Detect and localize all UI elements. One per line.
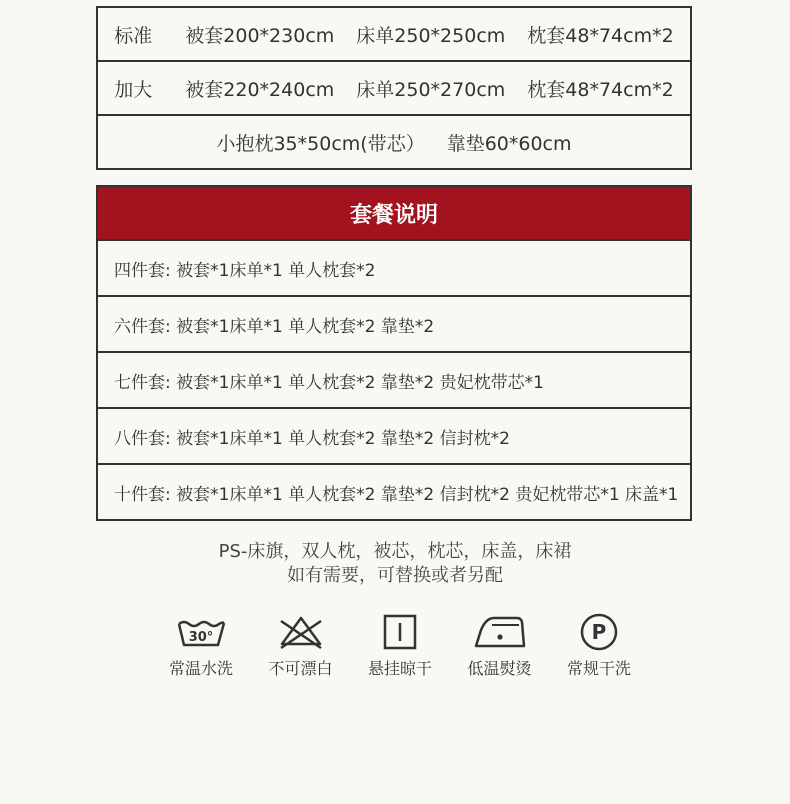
ps-line-2: 如有需要，可替换或者另配 xyxy=(287,565,503,586)
iron-low-icon xyxy=(472,612,528,652)
care-label: 悬挂晾干 xyxy=(367,659,432,678)
care-label: 不可漂白 xyxy=(268,659,333,678)
size-row-standard xyxy=(98,8,690,62)
size-label: 加大 xyxy=(114,78,153,101)
dry-clean-letter: P xyxy=(591,620,607,644)
size-table xyxy=(96,6,692,170)
care-label: 常规干洗 xyxy=(566,659,631,678)
size-pillowcase: 枕套48*74cm*2 xyxy=(527,24,674,47)
care-item-wash xyxy=(160,612,242,679)
package-row: 十件套: 被套*1床单*1 单人枕套*2 靠垫*2 信封枕*2 贵妃枕带芯*1 床盖*1 xyxy=(114,484,679,505)
dry-clean-icon xyxy=(571,612,627,652)
size-sheet: 床单250*270cm xyxy=(356,78,506,101)
size-row-large xyxy=(98,62,690,116)
wash-30-icon xyxy=(173,612,229,652)
care-item-iron xyxy=(459,612,541,679)
size-cushion: 靠垫60*60cm xyxy=(446,132,572,155)
care-label: 常温水洗 xyxy=(168,659,233,678)
no-bleach-icon xyxy=(273,612,329,652)
care-icons xyxy=(160,612,640,679)
package-row: 八件套: 被套*1床单*1 单人枕套*2 靠垫*2 信封枕*2 xyxy=(98,409,690,465)
care-item-hang xyxy=(359,612,441,679)
package-row: 四件套: 被套*1床单*1 单人枕套*2 xyxy=(98,241,690,297)
hang-dry-icon xyxy=(372,612,428,652)
ps-note xyxy=(0,540,790,588)
wash-temp: 30° xyxy=(188,630,214,645)
care-item-dryclean xyxy=(558,612,640,679)
size-small-pillow: 小抱枕35*50cm(带芯） xyxy=(216,132,425,155)
size-sheet: 床单250*250cm xyxy=(356,24,506,47)
care-item-bleach xyxy=(260,612,342,679)
package-row: 六件套: 被套*1床单*1 单人枕套*2 靠垫*2 xyxy=(98,297,690,353)
package-table xyxy=(96,185,692,521)
size-label: 标准 xyxy=(114,24,153,47)
size-duvet: 被套200*230cm xyxy=(185,24,335,47)
size-duvet: 被套220*240cm xyxy=(185,78,335,101)
care-label: 低温熨烫 xyxy=(467,659,532,678)
size-pillowcase: 枕套48*74cm*2 xyxy=(527,78,674,101)
package-row: 七件套: 被套*1床单*1 单人枕套*2 靠垫*2 贵妃枕带芯*1 xyxy=(98,353,690,409)
package-title: 套餐说明 xyxy=(98,187,690,241)
ps-line-1: PS-床旗，双人枕，被芯，枕芯，床盖，床裙 xyxy=(218,541,572,562)
size-row-extra xyxy=(98,116,690,168)
